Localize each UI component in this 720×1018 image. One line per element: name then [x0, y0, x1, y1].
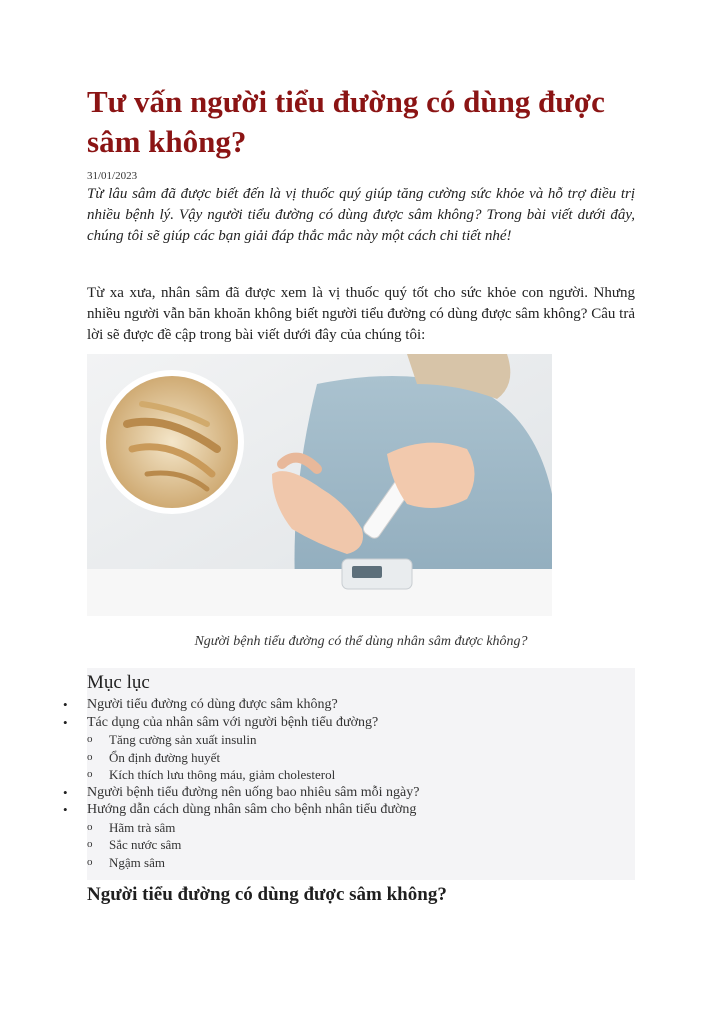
bullet-circle-icon: o: [87, 768, 93, 780]
toc-link[interactable]: [63, 714, 635, 732]
toc-sublink[interactable]: [87, 836, 635, 854]
bullet-dot-icon: •: [63, 802, 68, 817]
bullet-circle-icon: o: [87, 733, 93, 745]
bullet-circle-icon: o: [87, 855, 93, 868]
toc-item-label: Sắc nước sâm: [109, 837, 182, 852]
glucose-test-illustration: [87, 354, 552, 616]
toc-item-label: Người bệnh tiểu đường nên uống bao nhiêu sâm mỗi ngày?: [87, 784, 420, 800]
article-title: Tư vấn người tiểu đường có dùng được sâm không?: [87, 84, 605, 159]
toc-title: Mục lục: [87, 672, 150, 693]
bullet-dot-icon: •: [63, 697, 68, 712]
article-date: 31/01/2023: [87, 170, 138, 182]
toc-item-label: Tăng cường sản xuất insulin: [109, 732, 257, 747]
toc-item-label: Người tiểu đường có dùng được sâm không?: [87, 697, 338, 712]
toc-link[interactable]: [63, 696, 635, 714]
article-paragraph: Từ xa xưa, nhân sâm đã được xem là vị thuốc quý tốt cho sức khỏe con người. Nhưng nhiều người vẫn băn khoăn không biết người tiểu đường có dùng được sâm không? Câu trả lời sẽ được đề cập trong bài viết dưới đây của chúng tôi:: [87, 285, 635, 343]
toc-sublink[interactable]: [87, 749, 635, 767]
toc-item-label: Hướng dẫn cách dùng nhân sâm cho bệnh nhân tiểu đường: [87, 802, 417, 817]
toc-link[interactable]: [63, 784, 635, 802]
bullet-circle-icon: o: [87, 750, 93, 763]
table-of-contents: [63, 668, 635, 880]
toc-item-label: Ổn định đường huyết: [109, 749, 221, 765]
image-caption: Người bệnh tiểu đường có thể dùng nhân sâm được không?: [194, 634, 528, 649]
toc-item-label: Hãm trà sâm: [109, 819, 176, 835]
toc-sublink[interactable]: [87, 819, 635, 837]
toc-sublink[interactable]: [87, 766, 635, 784]
bullet-dot-icon: •: [63, 714, 68, 730]
toc-sublink[interactable]: [87, 854, 635, 872]
toc-link[interactable]: [63, 801, 635, 819]
hero-image: [87, 354, 552, 616]
article-intro: Từ lâu sâm đã được biết đến là vị thuốc quý giúp tăng cường sức khỏe và hỗ trợ điều trị nhiều bệnh lý. Vậy người tiểu đường có dùng được sâm không? Trong bài viết dưới đây, chúng tôi sẽ giúp các bạn giải đáp thắc mắc này một cách chi tiết nhé!: [87, 186, 635, 244]
bullet-circle-icon: o: [87, 838, 93, 850]
toc-item-label: Kích thích lưu thông máu, giảm cholesterol: [109, 767, 336, 782]
toc-item-label: Ngậm sâm: [109, 854, 165, 870]
toc-item-label: Tác dụng của nhân sâm với người bệnh tiểu đường?: [87, 714, 379, 730]
toc-sublink[interactable]: [87, 731, 635, 749]
bullet-dot-icon: •: [63, 784, 68, 800]
section-heading: Người tiểu đường có dùng được sâm không?: [87, 884, 447, 905]
toc-list: [63, 696, 635, 871]
bullet-circle-icon: o: [87, 820, 93, 833]
